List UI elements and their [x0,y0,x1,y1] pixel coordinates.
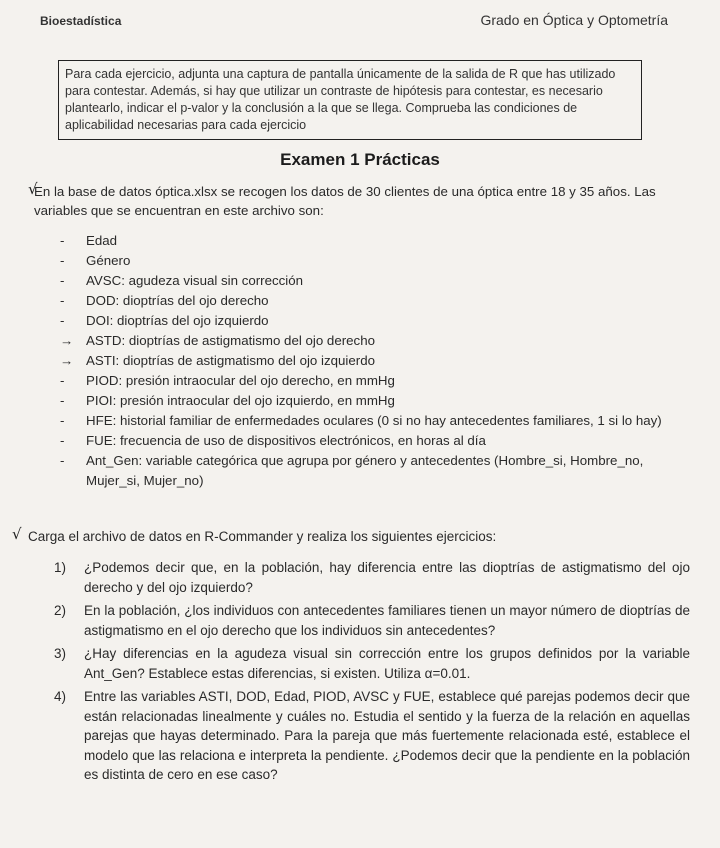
list-item: - HFE: historial familiar de enfermedades oculares (0 si no hay antecedentes familiares, 1 si lo hay) [60,413,662,428]
list-item: - DOI: dioptrías del ojo izquierdo [60,313,269,328]
list-item: - PIOI: presión intraocular del ojo izquierdo, en mmHg [60,393,395,408]
list-item: - DOD: dioptrías del ojo derecho [60,293,269,308]
list-item: - Edad [60,233,118,248]
arrow-icon: → [60,333,74,348]
list-item: - Género [60,253,131,268]
exercise-item: 4) Entre las variables ASTI, DOD, Edad, PIOD, AVSC y FUE, establece qué parejas podemos decir que están relacionadas linealmente y cuáles no. Estudia el sentido y la fuerza de la relación en aquellas parejas que hayas determinado. Para la pareja que más fuertemente relacionada esté, establece el modelo que las relaciona e interpreta la pendiente. ¿Podemos decir que la pendiente en la población es distinta de cero en ese caso? [54,689,690,782]
subject-header: Bioestadística [40,14,122,28]
check-mark-icon: √ [28,180,38,198]
list-item: → ASTD: dioptrías de astigmatismo del ojo derecho [58,331,688,351]
check-mark-icon: √ [12,525,22,543]
list-item: - Ant_Gen: variable categórica que agrupa por género y antecedentes (Hombre_si, Hombre_no, Mujer_si, Mujer_no) [60,453,644,488]
exam-title: Examen 1 Prácticas [280,150,440,169]
load-instruction: Carga el archivo de datos en R-Commander y realiza los siguientes ejercicios: [28,529,497,544]
degree-header: Grado en Óptica y Optometría [480,12,668,28]
exercises-list [50,558,690,789]
intro-paragraph: En la base de datos óptica.xlsx se recogen los datos de 30 clientes de una óptica entre 18 y 35 años. Las variables que se encuentran en este archivo son: [34,184,656,218]
arrow-icon: → [60,353,74,368]
exercise-item: 1) ¿Podemos decir que, en la población, hay diferencia entre las dioptrías de astigmatismo del ojo derecho y del ojo izquierdo? [54,560,690,595]
list-item: - AVSC: agudeza visual sin corrección [60,273,304,288]
exercise-item: 3) ¿Hay diferencias en la agudeza visual sin corrección entre los grupos definidos por la variable Ant_Gen? Establece estas diferencias, si existen. Utiliza α=0.01. [54,646,690,681]
list-item: - FUE: frecuencia de uso de dispositivos electrónicos, en horas al día [60,433,486,448]
variables-list [58,231,688,491]
list-item: → ASTI: dioptrías de astigmatismo del ojo izquierdo [58,351,688,371]
instructions-box: Para cada ejercicio, adjunta una captura de pantalla únicamente de la salida de R que has utilizado para contestar. Además, si hay que utilizar un contraste de hipótesis para contestar, es necesario plantearlo, indicar el p-valor y la conclusión a la que se llega. Comprueba las condiciones de aplicabilidad necesarias para cada ejercicio [58,60,642,140]
exercise-item: 2) En la población, ¿los individuos con antecedentes familiares tienen un mayor número de dioptrías de astigmatismo en el ojo derecho que los individuos sin antecedentes? [54,603,690,638]
list-item: - PIOD: presión intraocular del ojo derecho, en mmHg [60,373,395,388]
